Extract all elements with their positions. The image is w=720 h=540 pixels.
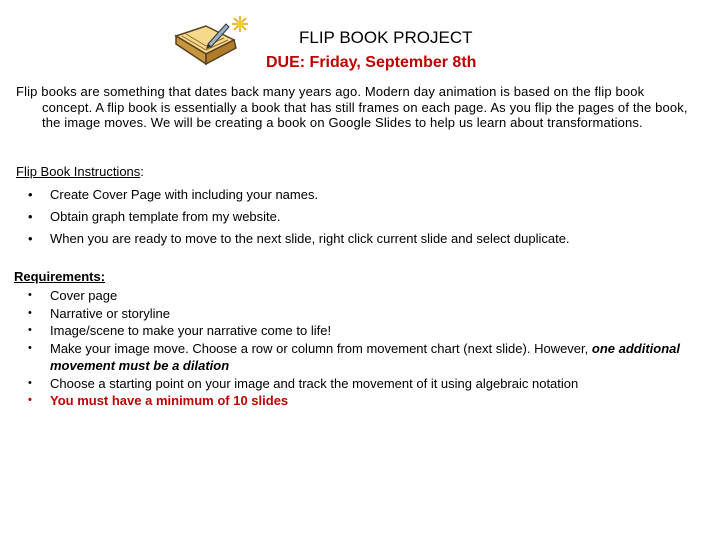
list-item: • Image/scene to make your narrative come to life! — [28, 322, 698, 340]
list-item: • Obtain graph template from my website. — [28, 209, 570, 231]
instructions-heading-colon: : — [140, 164, 144, 179]
list-item: • Choose a starting point on your image and track the movement of it using algebraic notation — [28, 375, 698, 393]
list-item-text: Make your image move. Choose a row or column from movement chart (next slide). However, — [50, 340, 592, 356]
list-item — [28, 340, 698, 375]
requirements-list — [28, 287, 698, 410]
instructions-heading — [16, 164, 144, 179]
instructions-heading-text: Flip Book Instructions — [16, 164, 141, 179]
page-title: FLIP BOOK PROJECT — [299, 28, 473, 47]
list-item: • You must have a minimum of 10 slides — [28, 392, 698, 410]
list-item: • Narrative or storyline — [28, 305, 698, 323]
dilation-emphasis: one additional movement must be a dilation — [50, 340, 680, 373]
requirements-heading: Requirements: — [14, 269, 106, 284]
due-date: DUE: Friday, September 8th — [266, 54, 477, 71]
book-with-pen-icon — [170, 14, 254, 78]
list-item: • Create Cover Page with including your names. — [28, 187, 570, 209]
intro-paragraph: Flip books are something that dates back many years ago. Modern day animation is based on the flip book concept. A flip book is essentially a book that has still frames on each page. As you flip the pages of the book, the image moves. We will be creating a book on Google Slides to help us learn about transformations. — [16, 84, 688, 130]
instructions-list — [28, 187, 570, 253]
list-item: • When you are ready to move to the next slide, right click current slide and select duplicate. — [28, 231, 570, 253]
list-item: • Cover page — [28, 287, 698, 305]
